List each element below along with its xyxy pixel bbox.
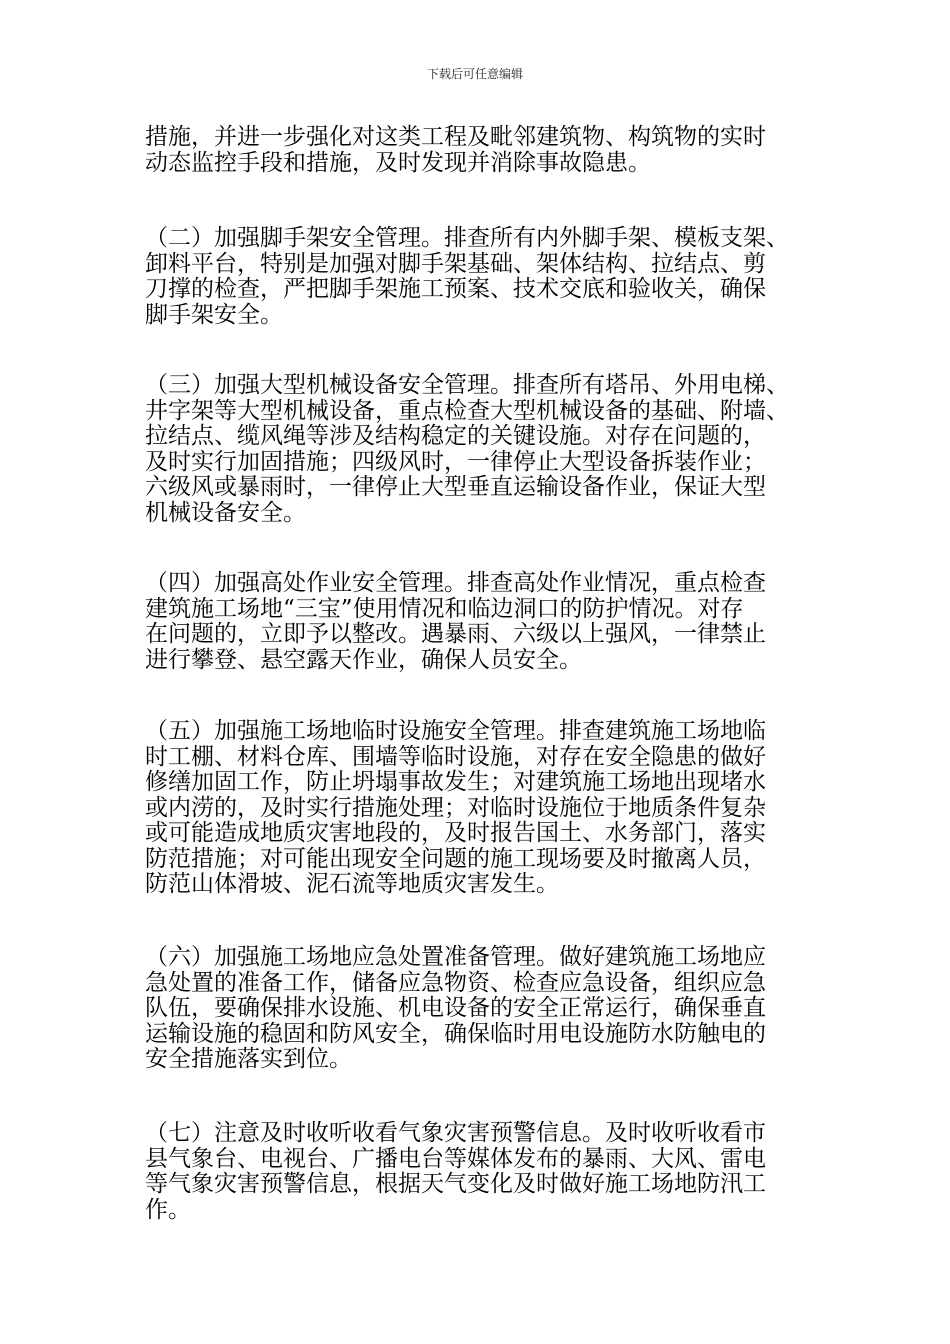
- text-line: （三）加强大型机械设备安全管理。排查所有塔吊、外用电梯、: [145, 372, 789, 398]
- text-line: 六级风或暴雨时，一律停止大型垂直运输设备作业，保证大型: [145, 474, 766, 500]
- text-line: （五）加强施工场地临时设施安全管理。排查建筑施工场地临: [145, 718, 766, 744]
- text-line: 时工棚、材料仓库、围墙等临时设施，对存在安全隐患的做好: [145, 743, 766, 770]
- text-line: 井字架等大型机械设备，重点检查大型机械设备的基础、附墙、: [145, 397, 789, 424]
- text-line: 拉结点、缆风绳等涉及结构稳定的关键设施。对存在问题的，: [145, 423, 766, 449]
- text-line: 等气象灾害预警信息，根据天气变化及时做好施工场地防汛工: [145, 1171, 766, 1197]
- text-line: 脚手架安全。: [145, 301, 283, 328]
- text-line: 动态监控手段和措施，及时发现并消除事故隐患。: [145, 149, 651, 176]
- paragraph-temporary-facilities: [145, 719, 766, 898]
- text-line: 修缮加固工作，防止坍塌事故发生；对建筑施工场地出现堵水: [145, 769, 766, 795]
- text-line: 及时实行加固措施；四级风时，一律停止大型设备拆装作业；: [145, 448, 766, 475]
- text-line: （二）加强脚手架安全管理。排查所有内外脚手架、模板支架、: [145, 225, 789, 251]
- text-line: 在问题的，立即予以整改。遇暴雨、六级以上强风，一律禁止: [145, 621, 766, 647]
- text-line: 或可能造成地质灾害地段的，及时报告国土、水务部门，落实: [145, 820, 766, 846]
- paragraph-emergency-preparation: [145, 945, 766, 1073]
- text-line: 运输设施的稳固和防风安全，确保临时用电设施防水防触电的: [145, 1020, 766, 1047]
- text-line: 机械设备安全。: [145, 499, 306, 526]
- text-line: （四）加强高处作业安全管理。排查高处作业情况，重点检查: [145, 570, 766, 596]
- text-line: 卸料平台，特别是加强对脚手架基础、架体结构、拉结点、剪: [145, 250, 766, 277]
- text-line: 措施，并进一步强化对这类工程及毗邻建筑物、构筑物的实时: [145, 124, 766, 150]
- paragraph-weather-warnings: [145, 1121, 766, 1223]
- text-line: 作。: [145, 1196, 191, 1223]
- text-line: 进行攀登、悬空露天作业，确保人员安全。: [145, 646, 582, 673]
- text-line: 安全措施落实到位。: [145, 1046, 352, 1072]
- text-line: 防范山体滑坡、泥石流等地质灾害发生。: [145, 871, 559, 897]
- text-line: 防范措施；对可能出现安全问题的施工现场要及时撤离人员，: [145, 845, 766, 872]
- text-line: 刀撑的检查，严把脚手架施工预案、技术交底和验收关，确保: [145, 276, 766, 302]
- paragraph-continuation: [145, 125, 766, 176]
- page-header: 下载后可任意编辑: [426, 67, 523, 81]
- text-line: （七）注意及时收听收看气象灾害预警信息。及时收听收看市: [145, 1120, 766, 1146]
- text-line: 建筑施工场地“三宝”使用情况和临边洞口的防护情况。对存: [145, 595, 744, 622]
- text-line: 或内涝的，及时实行措施处理；对临时设施位于地质条件复杂: [145, 794, 766, 821]
- text-line: 县气象台、电视台、广播电台等媒体发布的暴雨、大风、雷电: [145, 1145, 766, 1172]
- text-line: 队伍，要确保排水设施、机电设备的安全正常运行，确保垂直: [145, 995, 766, 1021]
- paragraph-machinery-safety: [145, 373, 789, 526]
- text-line: 急处置的准备工作，储备应急物资、检查应急设备，组织应急: [145, 969, 766, 996]
- paragraph-height-work-safety: [145, 571, 766, 673]
- paragraph-scaffold-safety: [145, 226, 789, 328]
- text-line: （六）加强施工场地应急处置准备管理。做好建筑施工场地应: [145, 944, 766, 970]
